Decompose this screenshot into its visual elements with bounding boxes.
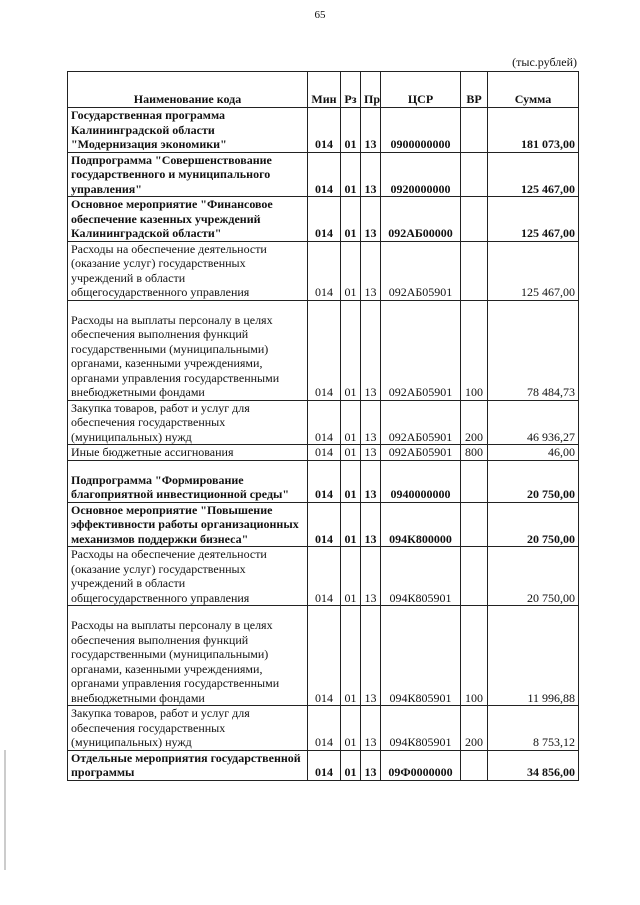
row-min: 014 [308,460,341,502]
row-rz: 01 [341,152,361,197]
row-name: Расходы на обеспечение деятельности (оказание услуг) государственных учреждений в области общегосударственного управления [68,547,308,606]
scan-edge-mark [4,750,6,870]
row-min: 014 [308,502,341,547]
row-name: Государственная программа Калининградской области "Модернизация экономики" [68,108,308,153]
row-pr: 13 [361,502,381,547]
row-sum: 20 750,00 [488,460,579,502]
budget-table [67,71,579,781]
row-sum: 125 467,00 [488,152,579,197]
header-row [68,72,579,108]
table-row [68,400,579,445]
row-min: 014 [308,445,341,461]
row-pr: 13 [361,547,381,606]
row-name: Основное мероприятие "Повышение эффективности работы организационных механизмов поддержки бизнеса" [68,502,308,547]
row-csr: 094К805901 [381,547,461,606]
row-name: Основное мероприятие "Финансовое обеспечение казенных учреждений Калининградской области" [68,197,308,242]
row-pr: 13 [361,241,381,300]
row-min: 014 [308,400,341,445]
row-rz: 01 [341,547,361,606]
row-sum: 125 467,00 [488,241,579,300]
table-row [68,300,579,400]
row-vr: 800 [461,445,488,461]
row-name: Закупка товаров, работ и услуг для обеспечения государственных (муниципальных) нужд [68,706,308,751]
row-sum: 46,00 [488,445,579,461]
row-rz: 01 [341,400,361,445]
table-row [68,606,579,706]
row-pr: 13 [361,108,381,153]
row-csr: 094К805901 [381,706,461,751]
row-csr: 092АБ05901 [381,300,461,400]
table-row [68,547,579,606]
row-vr [461,241,488,300]
row-pr: 13 [361,400,381,445]
row-min: 014 [308,197,341,242]
row-vr: 200 [461,400,488,445]
row-vr [461,108,488,153]
row-pr: 13 [361,606,381,706]
row-csr: 092АБ00000 [381,197,461,242]
row-sum: 78 484,73 [488,300,579,400]
table-row [68,108,579,153]
row-rz: 01 [341,502,361,547]
header-vr: ВР [461,72,488,108]
page-number: 65 [314,9,326,21]
table-row [68,197,579,242]
row-csr: 094К800000 [381,502,461,547]
row-pr: 13 [361,300,381,400]
row-rz: 01 [341,750,361,780]
row-min: 014 [308,706,341,751]
row-vr [461,750,488,780]
table-row [68,152,579,197]
row-vr [461,547,488,606]
row-sum: 34 856,00 [488,750,579,780]
row-csr: 094К805901 [381,606,461,706]
row-min: 014 [308,108,341,153]
table-row [68,460,579,502]
row-min: 014 [308,152,341,197]
row-sum: 181 073,00 [488,108,579,153]
row-vr [461,152,488,197]
header-pr: Пр [361,72,381,108]
row-rz: 01 [341,706,361,751]
row-csr: 0900000000 [381,108,461,153]
row-vr: 100 [461,300,488,400]
table-row [68,750,579,780]
row-csr: 092АБ05901 [381,400,461,445]
row-pr: 13 [361,706,381,751]
table-row [68,241,579,300]
header-min: Мин [308,72,341,108]
row-pr: 13 [361,197,381,242]
row-rz: 01 [341,606,361,706]
row-rz: 01 [341,300,361,400]
row-vr: 200 [461,706,488,751]
row-min: 014 [308,750,341,780]
row-vr [461,460,488,502]
table-row [68,445,579,461]
row-sum: 11 996,88 [488,606,579,706]
row-rz: 01 [341,445,361,461]
row-sum: 20 750,00 [488,547,579,606]
row-name: Иные бюджетные ассигнования [68,445,308,461]
row-name: Расходы на выплаты персоналу в целях обеспечения выполнения функций государственными (муниципальными) органами, казенными учреждениями, органами управления государственными внебюджетными фондами [71,312,280,399]
row-min: 014 [308,300,341,400]
row-vr [461,502,488,547]
header-rz: Рз [341,72,361,108]
units-label: (тыс.рублей) [512,55,577,69]
row-vr: 100 [461,606,488,706]
row-name: Подпрограмма "Совершенствование государственного и муниципального управления" [68,152,308,197]
row-name: Закупка товаров, работ и услуг для обеспечения государственных (муниципальных) нужд [68,400,308,445]
header-csr: ЦСР [381,72,461,108]
row-name: Отдельные мероприятия государственной программы [68,750,308,780]
row-rz: 01 [341,108,361,153]
table-row [68,502,579,547]
header-sum: Сумма [488,72,579,108]
row-name: Расходы на обеспечение деятельности (оказание услуг) государственных учреждений в области общегосударственного управления [68,241,308,300]
row-name: Подпрограмма "Формирование благоприятной инвестиционной среды" [71,472,290,501]
row-csr: 0920000000 [381,152,461,197]
row-sum: 8 753,12 [488,706,579,751]
header-name: Наименование кода [68,72,308,108]
row-rz: 01 [341,241,361,300]
row-vr [461,197,488,242]
row-csr: 092АБ05901 [381,241,461,300]
table-row [68,706,579,751]
row-min: 014 [308,547,341,606]
row-sum: 125 467,00 [488,197,579,242]
row-min: 014 [308,606,341,706]
row-pr: 13 [361,750,381,780]
row-csr: 09Ф0000000 [381,750,461,780]
row-pr: 13 [361,460,381,502]
row-min: 014 [308,241,341,300]
row-name: Расходы на выплаты персоналу в целях обеспечения выполнения функций государственными (муниципальными) органами, казенными учреждениями, органами управления государственными внебюджетными фондами [71,618,280,705]
row-sum: 46 936,27 [488,400,579,445]
row-pr: 13 [361,152,381,197]
row-csr: 092АБ05901 [381,445,461,461]
row-rz: 01 [341,460,361,502]
row-sum: 20 750,00 [488,502,579,547]
row-rz: 01 [341,197,361,242]
row-pr: 13 [361,445,381,461]
row-csr: 0940000000 [381,460,461,502]
